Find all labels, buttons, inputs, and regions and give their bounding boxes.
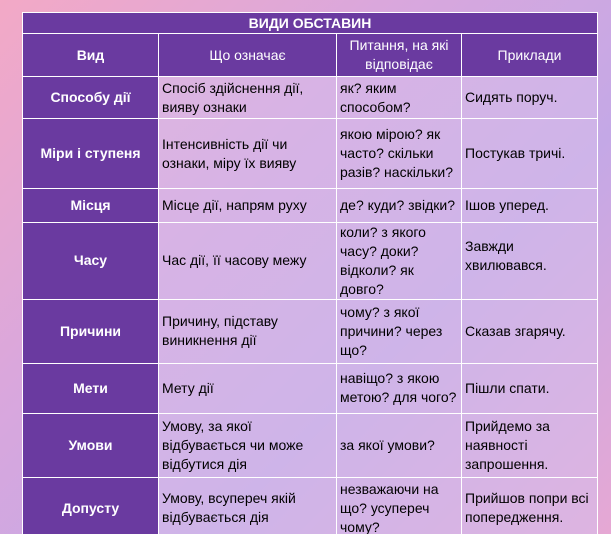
row-questions: незважаючи на що? усупереч чому?	[337, 477, 462, 534]
row-meaning: Інтенсивність дії чи ознаки, міру їх вияву	[159, 119, 337, 189]
header-row	[23, 34, 598, 77]
row-kind: Умови	[23, 413, 159, 477]
row-example: Завжди хвилювався.	[462, 223, 598, 300]
row-meaning: Умову, всупереч якій відбувається дія	[159, 477, 337, 534]
row-questions: коли? з якого часу? доки? відколи? як довго?	[337, 223, 462, 300]
row-example: Пішли спати.	[462, 363, 598, 413]
row-meaning: Спосіб здійснення дії, виявy ознаки	[159, 77, 337, 119]
header-examples: Приклади	[462, 34, 598, 77]
row-questions: як? яким способом?	[337, 77, 462, 119]
table-row	[23, 189, 598, 223]
row-meaning: Умову, за якої відбувається чи може відбутися дія	[159, 413, 337, 477]
table-row	[23, 363, 598, 413]
table-row	[23, 119, 598, 189]
row-questions: навіщо? з якою метою? для чого?	[337, 363, 462, 413]
table-row	[23, 477, 598, 534]
row-questions: чому? з якої причини? через що?	[337, 299, 462, 363]
row-meaning: Час дії, її часову межу	[159, 223, 337, 300]
row-kind: Міри і ступеня	[23, 119, 159, 189]
row-example: Сидять поруч.	[462, 77, 598, 119]
row-questions: якою мірою? як часто? скільки разів? наскільки?	[337, 119, 462, 189]
table-row	[23, 223, 598, 300]
row-kind: Місця	[23, 189, 159, 223]
table-row	[23, 299, 598, 363]
row-kind: Способу дії	[23, 77, 159, 119]
table-title: ВИДИ ОБСТАВИН	[23, 13, 598, 34]
row-meaning: Місце дії, напрям руху	[159, 189, 337, 223]
row-kind: Мети	[23, 363, 159, 413]
row-example: Ішов уперед.	[462, 189, 598, 223]
row-kind: Причини	[23, 299, 159, 363]
row-example: Прийдемо за наявності запрошення.	[462, 413, 598, 477]
header-kind: Вид	[23, 34, 159, 77]
row-questions: за якої умови?	[337, 413, 462, 477]
header-meaning: Що означає	[159, 34, 337, 77]
row-example: Постукав тричі.	[462, 119, 598, 189]
row-example: Прийшов попри всі попередження.	[462, 477, 598, 534]
row-meaning: Мету дії	[159, 363, 337, 413]
title-row	[23, 13, 598, 34]
row-example: Сказав згарячу.	[462, 299, 598, 363]
table-container	[22, 12, 597, 532]
row-meaning: Причину, підставу виникнення дії	[159, 299, 337, 363]
row-kind: Допусту	[23, 477, 159, 534]
adverbials-table	[22, 12, 598, 534]
header-questions: Питання, на які відповідає	[337, 34, 462, 77]
row-questions: де? куди? звідки?	[337, 189, 462, 223]
table-row	[23, 77, 598, 119]
row-kind: Часу	[23, 223, 159, 300]
table-row	[23, 413, 598, 477]
